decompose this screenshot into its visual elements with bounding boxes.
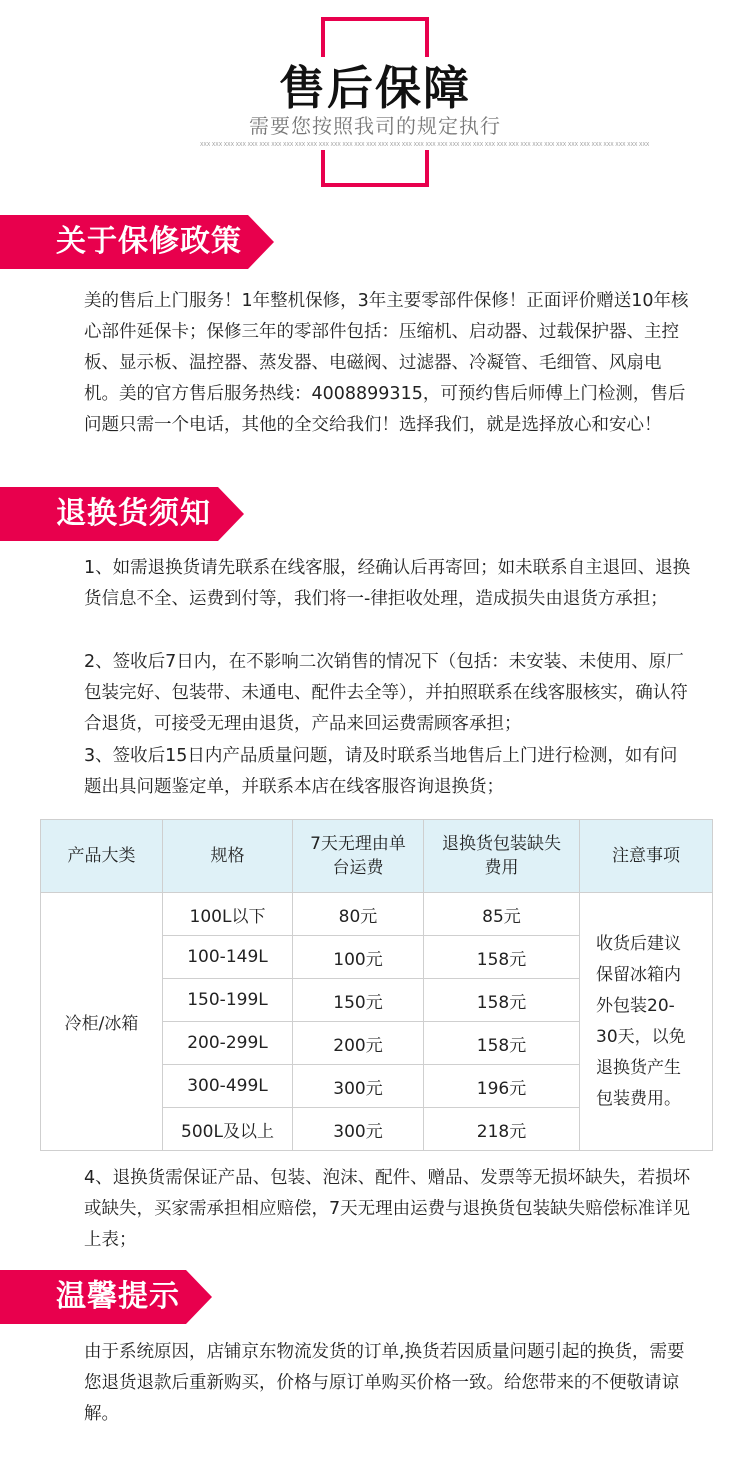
package-fee-cell: 158元: [424, 1022, 580, 1065]
fee-table-header-row: [41, 820, 713, 893]
package-fee-cell: 85元: [424, 893, 580, 936]
freight-cell: 100元: [293, 936, 424, 979]
table-row: [41, 893, 713, 936]
fee-table: [40, 819, 713, 1151]
warranty-text: 美的售后上门服务！1年整机保修，3年主要零部件保修！正面评价赠送10年核心部件延保卡；保修三年的零部件包括：压缩机、启动器、过载保护器、主控板、显示板、温控器、蒸发器、电磁阀、过滤器、冷凝管、毛细管、风扇电机。美的官方售后服务热线：4008899315，可预约售后师傅上门检测，售后问题只需一个电话，其他的全交给我们！选择我们，就是选择放心和安心！: [84, 291, 689, 435]
spec-cell: 200-299L: [163, 1022, 293, 1065]
freight-cell: 80元: [293, 893, 424, 936]
package-fee-cell: 218元: [424, 1108, 580, 1151]
tips-heading: 温馨提示: [56, 1279, 180, 1314]
header-category: 产品大类: [41, 820, 163, 893]
package-fee-cell: 196元: [424, 1065, 580, 1108]
header-spec: 规格: [163, 820, 293, 893]
header-freight: 7天无理由单台运费: [293, 820, 424, 893]
freight-cell: 300元: [293, 1065, 424, 1108]
warranty-heading: 关于保修政策: [56, 224, 242, 259]
spec-cell: 100-149L: [163, 936, 293, 979]
page-title: 售后保障: [279, 61, 471, 115]
returns-item-2: 2、签收后7日内，在不影响二次销售的情况下（包括：未安装、未使用、原厂包装完好、包装带、未通电、配件去全等），并拍照联系在线客服核实，确认符合退货，可接受无理由退货，产品来回运费需顾客承担；: [84, 652, 688, 734]
category-cell: 冷柜/冰箱: [41, 893, 163, 1151]
returns-banner: [0, 487, 218, 541]
header-package-fee: 退换货包装缺失费用: [424, 820, 580, 893]
package-fee-cell: 158元: [424, 979, 580, 1022]
spec-cell: 100L以下: [163, 893, 293, 936]
warranty-banner: [0, 215, 248, 269]
tips-banner: [0, 1270, 186, 1324]
returns-item-3: 3、签收后15日内产品质量问题，请及时联系当地售后上门进行检测，如有问题出具问题鉴定单，并联系本店在线客服咨询退换货；: [84, 746, 678, 797]
returns-item-1: 1、如需退换货请先联系在线客服，经确认后再寄回；如未联系自主退回、退换货信息不全、运费到付等，我们将一-律拒收处理，造成损失由退货方承担；: [84, 558, 691, 609]
freight-cell: 200元: [293, 1022, 424, 1065]
package-fee-cell: 158元: [424, 936, 580, 979]
title-frame-top: [321, 17, 429, 57]
page-subtitle: 需要您按照我司的规定执行: [249, 114, 501, 138]
spec-cell: 500L及以上: [163, 1108, 293, 1151]
title-frame-bottom: [321, 150, 429, 187]
returns-heading: 退换货须知: [56, 496, 211, 531]
spec-cell: 300-499L: [163, 1065, 293, 1108]
spec-cell: 150-199L: [163, 979, 293, 1022]
decorative-fine-print: XXX XXX XXX XXX XXX XXX XXX XXX XXX XXX XXX XXX XXX XXX XXX XXX XXX XXX XXX XXX XXX XXX XXX XXX XXX XXX XXX XXX XXX XXX XXX XXX XXX XXX XXX XXX XXX XXX: [200, 142, 650, 148]
header-notes: 注意事项: [580, 820, 713, 893]
freight-cell: 300元: [293, 1108, 424, 1151]
freight-cell: 150元: [293, 979, 424, 1022]
notes-cell: 收货后建议保留冰箱内外包装20-30天，以免退换货产生包装费用。: [580, 893, 713, 1151]
page-header: [0, 0, 750, 200]
tips-text: 由于系统原因，店铺京东物流发货的订单,换货若因质量问题引起的换货，需要您退货退款后重新购买，价格与原订单购买价格一致。给您带来的不便敬请谅解。: [84, 1342, 685, 1424]
returns-item-4: 4、退换货需保证产品、包装、泡沫、配件、赠品、发票等无损坏缺失，若损坏或缺失，买家需承担相应赔偿，7天无理由运费与退换货包装缺失赔偿标准详见上表；: [84, 1168, 691, 1250]
